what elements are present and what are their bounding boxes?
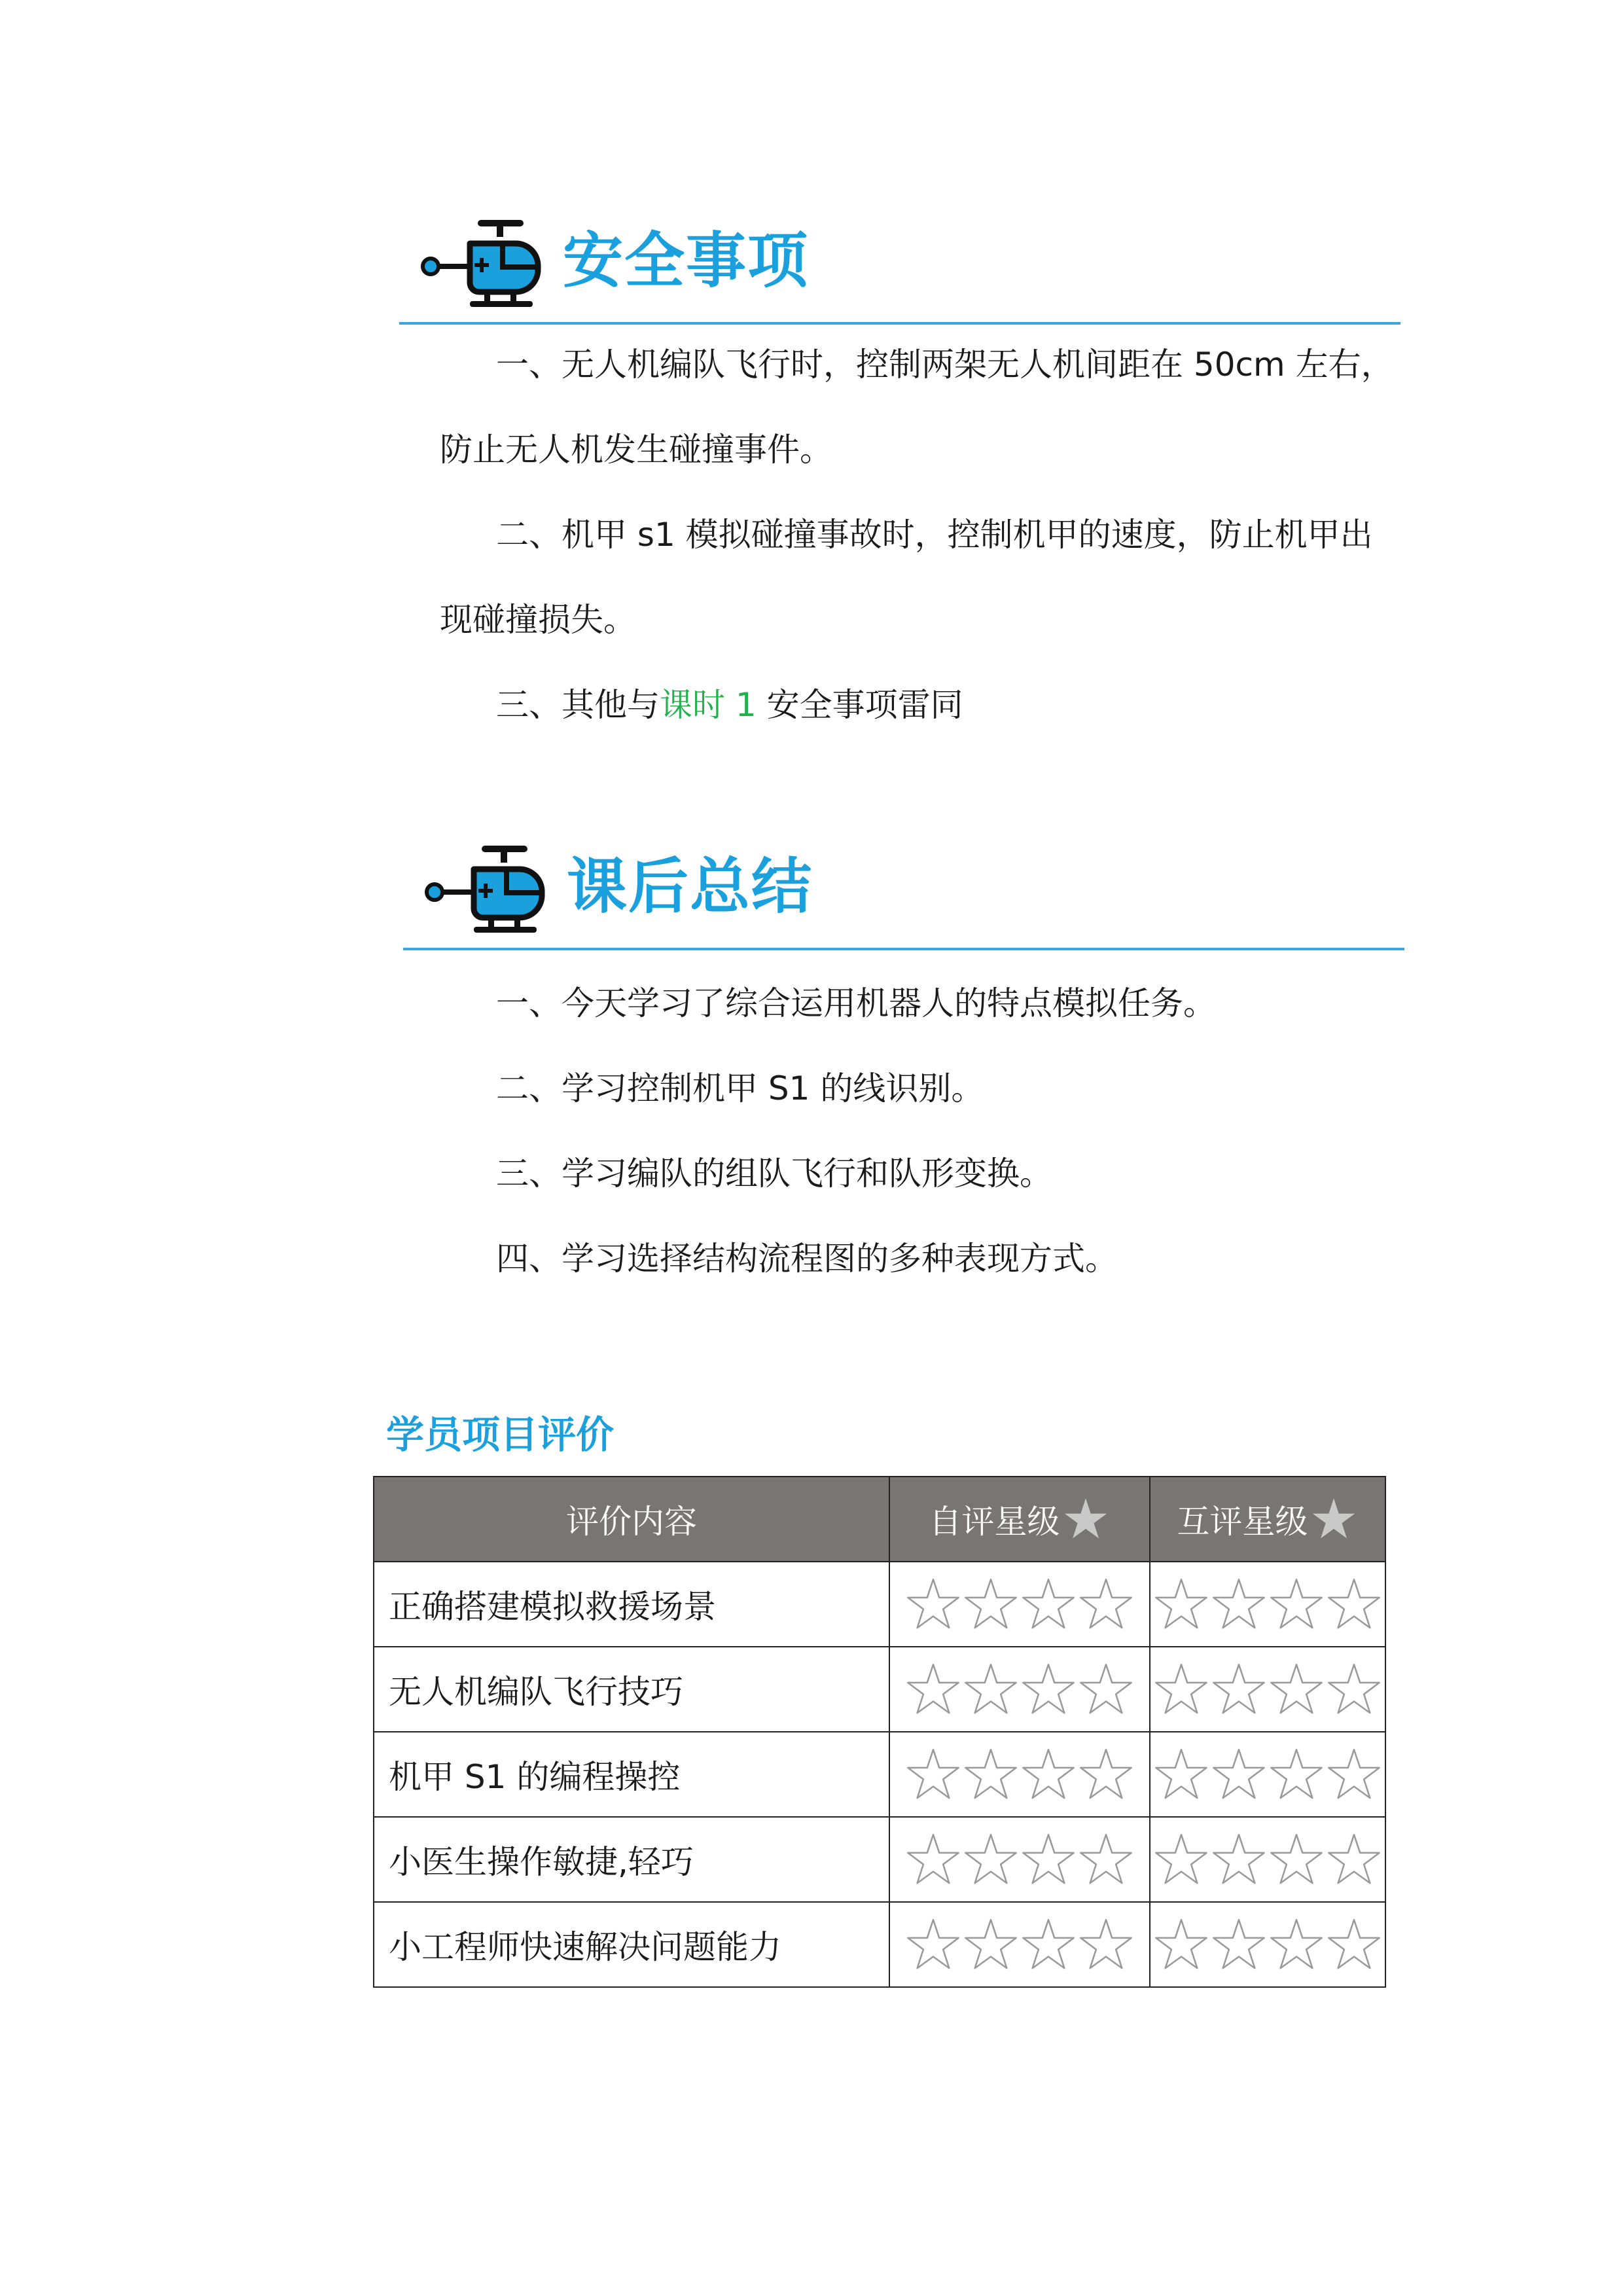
star-outline-icon[interactable] <box>1268 1768 1325 1780</box>
star-rating <box>904 1917 1135 1972</box>
header-peer-rating: 互评星级★ <box>1150 1477 1385 1562</box>
summary-item-2: 二、学习控制机甲 S1 的线识别。 <box>496 1069 984 1107</box>
star-outline-icon[interactable] <box>1325 1683 1383 1695</box>
peer-rating-stars <box>1150 1902 1385 1987</box>
star-rating <box>1152 1577 1383 1632</box>
evaluation-title: 学员项目评价 <box>386 1412 615 1457</box>
star-outline-icon[interactable] <box>1152 1598 1210 1610</box>
table-row <box>374 1817 1385 1902</box>
star-rating <box>1152 1747 1383 1802</box>
safety-item-2-line-2: 现碰撞损失。 <box>440 601 636 639</box>
peer-rating-stars <box>1150 1732 1385 1817</box>
helicopter-icon <box>419 217 543 309</box>
header-self-rating: 自评星级★ <box>889 1477 1150 1562</box>
safety-title: 安全事项 <box>563 226 810 296</box>
star-icon: ★ <box>1061 1487 1111 1551</box>
star-outline-icon[interactable] <box>1210 1938 1268 1950</box>
star-outline-icon[interactable] <box>1268 1683 1325 1695</box>
safety-item-3-prefix: 三、其他与 <box>496 686 660 724</box>
star-rating <box>904 1832 1135 1887</box>
star-outline-icon[interactable] <box>1077 1938 1135 1950</box>
summary-section-header <box>403 836 1404 967</box>
star-outline-icon[interactable] <box>1210 1683 1268 1695</box>
star-outline-icon[interactable] <box>1152 1768 1210 1780</box>
star-outline-icon[interactable] <box>1152 1938 1210 1950</box>
section-divider <box>399 322 1400 325</box>
safety-section-header <box>399 211 1400 342</box>
peer-rating-stars <box>1150 1647 1385 1732</box>
star-outline-icon[interactable] <box>962 1683 1020 1695</box>
evaluation-table <box>373 1476 1386 1988</box>
star-outline-icon[interactable] <box>1210 1598 1268 1610</box>
star-rating <box>1152 1662 1383 1717</box>
safety-item-3 <box>496 682 963 728</box>
star-outline-icon[interactable] <box>1020 1768 1077 1780</box>
self-rating-stars <box>889 1902 1150 1987</box>
star-outline-icon[interactable] <box>904 1853 962 1865</box>
safety-item-1-line-2: 防止无人机发生碰撞事件。 <box>440 431 832 469</box>
star-outline-icon[interactable] <box>1020 1938 1077 1950</box>
table-row <box>374 1902 1385 1987</box>
star-outline-icon[interactable] <box>1325 1938 1383 1950</box>
safety-item-2-line-1: 二、机甲 s1 模拟碰撞事故时，控制机甲的速度，防止机甲出 <box>496 516 1373 554</box>
lesson-1-link[interactable]: 课时 1 <box>660 686 757 724</box>
star-outline-icon[interactable] <box>1020 1683 1077 1695</box>
star-rating <box>1152 1917 1383 1972</box>
evaluation-item: 正确搭建模拟救援场景 <box>374 1562 889 1647</box>
star-outline-icon[interactable] <box>904 1683 962 1695</box>
star-outline-icon[interactable] <box>1020 1598 1077 1610</box>
star-outline-icon[interactable] <box>904 1598 962 1610</box>
star-outline-icon[interactable] <box>1077 1683 1135 1695</box>
self-rating-stars <box>889 1817 1150 1902</box>
star-outline-icon[interactable] <box>1325 1598 1383 1610</box>
star-outline-icon[interactable] <box>1268 1853 1325 1865</box>
safety-item-3-suffix: 安全事项雷同 <box>756 686 963 724</box>
star-outline-icon[interactable] <box>962 1598 1020 1610</box>
table-row <box>374 1647 1385 1732</box>
peer-rating-stars <box>1150 1817 1385 1902</box>
star-outline-icon[interactable] <box>1325 1853 1383 1865</box>
star-outline-icon[interactable] <box>962 1938 1020 1950</box>
star-outline-icon[interactable] <box>1020 1853 1077 1865</box>
self-rating-stars <box>889 1562 1150 1647</box>
star-outline-icon[interactable] <box>1268 1598 1325 1610</box>
star-outline-icon[interactable] <box>904 1938 962 1950</box>
summary-item-1: 一、今天学习了综合运用机器人的特点模拟任务。 <box>496 984 1216 1022</box>
star-rating <box>904 1662 1135 1717</box>
star-outline-icon[interactable] <box>1210 1853 1268 1865</box>
self-rating-stars <box>889 1647 1150 1732</box>
star-outline-icon[interactable] <box>1077 1768 1135 1780</box>
safety-item-1-line-1: 一、无人机编队飞行时，控制两架无人机间距在 50cm 左右， <box>496 346 1394 384</box>
star-outline-icon[interactable] <box>1210 1768 1268 1780</box>
star-outline-icon[interactable] <box>962 1853 1020 1865</box>
peer-rating-stars <box>1150 1562 1385 1647</box>
evaluation-item: 小医生操作敏捷,轻巧 <box>374 1817 889 1902</box>
star-outline-icon[interactable] <box>1325 1768 1383 1780</box>
evaluation-item: 机甲 S1 的编程操控 <box>374 1732 889 1817</box>
summary-item-3: 三、学习编队的组队飞行和队形变换。 <box>496 1155 1052 1193</box>
star-icon: ★ <box>1309 1487 1359 1551</box>
summary-title: 课后总结 <box>567 852 813 922</box>
table-row <box>374 1562 1385 1647</box>
star-outline-icon[interactable] <box>1077 1598 1135 1610</box>
table-row <box>374 1732 1385 1817</box>
star-rating <box>904 1747 1135 1802</box>
star-rating <box>1152 1832 1383 1887</box>
star-rating <box>904 1577 1135 1632</box>
evaluation-item: 无人机编队飞行技巧 <box>374 1647 889 1732</box>
star-outline-icon[interactable] <box>1152 1853 1210 1865</box>
helicopter-icon <box>423 843 547 935</box>
summary-item-4: 四、学习选择结构流程图的多种表现方式。 <box>496 1240 1118 1278</box>
star-outline-icon[interactable] <box>1077 1853 1135 1865</box>
star-outline-icon[interactable] <box>1268 1938 1325 1950</box>
header-content: 评价内容 <box>374 1477 889 1562</box>
evaluation-item: 小工程师快速解决问题能力 <box>374 1902 889 1987</box>
table-header-row <box>374 1477 1385 1562</box>
section-divider <box>403 948 1404 950</box>
star-outline-icon[interactable] <box>962 1768 1020 1780</box>
star-outline-icon[interactable] <box>1152 1683 1210 1695</box>
star-outline-icon[interactable] <box>904 1768 962 1780</box>
self-rating-stars <box>889 1732 1150 1817</box>
